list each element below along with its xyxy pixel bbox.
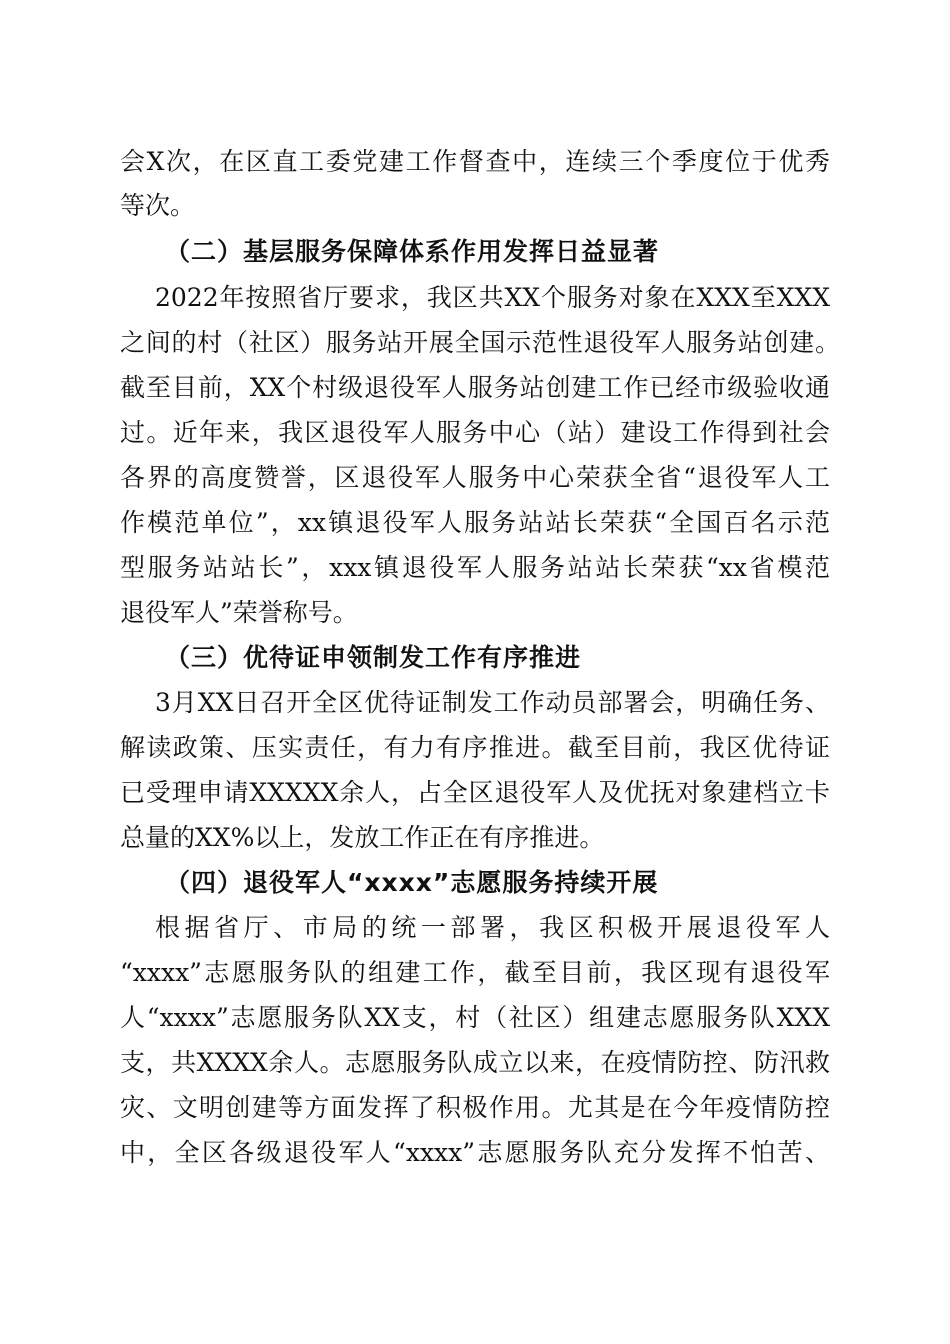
body-line: 人“xxxx”志愿服务队XX支，村（社区）组建志愿服务队XXX xyxy=(120,1003,830,1032)
body-line: 已受理申请XXXXX余人，占全区退役军人及优抚对象建档立卡 xyxy=(120,778,830,807)
body-line: 解读政策、压实责任，有力有序推进。截至目前，我区优待证 xyxy=(120,733,830,762)
body-line: 作模范单位”，xx镇退役军人服务站站长荣获“全国百名示范 xyxy=(120,508,830,537)
body-line: 2022年按照省厅要求，我区共XX个服务对象在XXX至XXX xyxy=(155,283,830,312)
body-line: 会X次，在区直工委党建工作督查中，连续三个季度位于优秀 xyxy=(120,147,830,176)
section-heading-2: （二）基层服务保障体系作用发挥日益显著 xyxy=(165,237,660,266)
body-line: 支，共XXXX余人。志愿服务队成立以来，在疫情防控、防汛救 xyxy=(120,1048,830,1077)
body-line: “xxxx”志愿服务队的组建工作，截至目前，我区现有退役军 xyxy=(120,958,830,987)
body-line: 型服务站站长”，xxx镇退役军人服务站站长荣获“xx省模范 xyxy=(120,553,830,582)
body-line: 根据省厅、市局的统一部署，我区积极开展退役军人 xyxy=(155,913,830,942)
body-line: 3月XX日召开全区优待证制发工作动员部署会，明确任务、 xyxy=(155,688,830,717)
body-line: 各界的高度赞誉，区退役军人服务中心荣获全省“退役军人工 xyxy=(120,463,830,492)
body-line: 中，全区各级退役军人“xxxx”志愿服务队充分发挥不怕苦、 xyxy=(120,1138,830,1167)
body-line: 退役军人”荣誉称号。 xyxy=(120,598,358,627)
body-line: 灾、文明创建等方面发挥了积极作用。尤其是在今年疫情防控 xyxy=(120,1093,830,1122)
body-line: 之间的村（社区）服务站开展全国示范性退役军人服务站创建。 xyxy=(120,328,840,357)
body-line: 过。近年来，我区退役军人服务中心（站）建设工作得到社会 xyxy=(120,418,830,447)
body-line: 等次。 xyxy=(120,191,196,220)
section-heading-4: （四）退役军人“xxxx”志愿服务持续开展 xyxy=(165,868,659,897)
body-line: 总量的XX%以上，发放工作正在有序推进。 xyxy=(120,823,605,852)
body-line: 截至目前，XX个村级退役军人服务站创建工作已经市级验收通 xyxy=(120,373,830,402)
section-heading-3: （三）优待证申领制发工作有序推进 xyxy=(165,643,582,672)
